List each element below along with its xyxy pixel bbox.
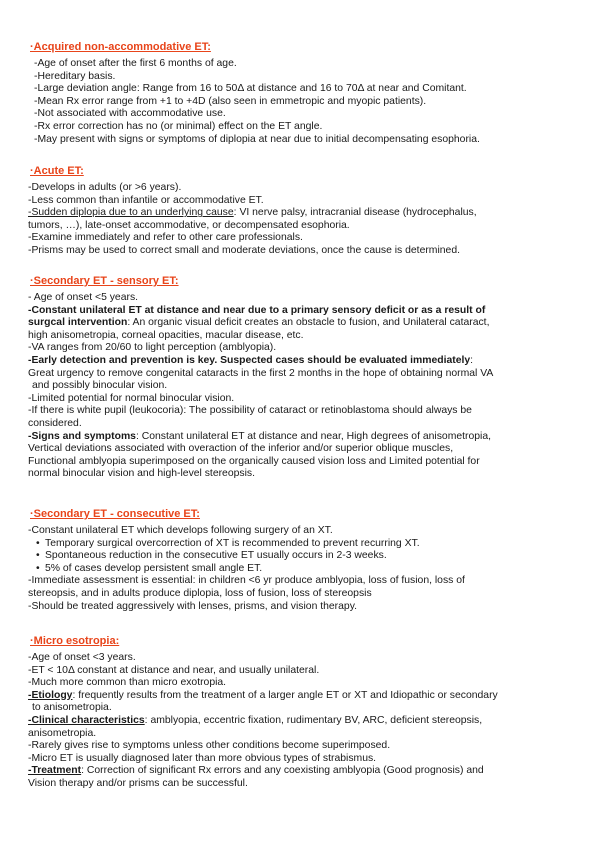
etiology-text: : frequently results from the treatment of a larger angle ET or XT and Idiopathic or secondary bbox=[72, 689, 498, 701]
section-heading: ·Secondary ET - sensory ET: bbox=[30, 275, 179, 287]
text-line: Functional amblyopia superimposed on the organically caused vision loss and Limited potential for bbox=[28, 455, 480, 467]
text-line bbox=[28, 317, 576, 330]
text-line: -Large deviation angle: Range from 16 to 50Δ at distance and 16 to 70Δ at near and Comitant. bbox=[34, 83, 467, 95]
text-line bbox=[28, 207, 576, 220]
text-line: considered. bbox=[28, 417, 82, 429]
text-line: -Constant unilateral ET which develops following surgery of an XT. bbox=[28, 525, 333, 536]
text-line: -If there is white pupil (leukocoria): The possibility of cataract or retinoblastoma should always be bbox=[28, 405, 472, 417]
cause-text: : VI nerve palsy, intracranial disease (hydrocephalus, bbox=[233, 207, 477, 219]
clinical-label: -Clinical characteristics bbox=[28, 714, 145, 726]
text-line bbox=[28, 305, 576, 318]
text-line: tumors, …), late-onset accommodative, or decompensated esophoria. bbox=[28, 219, 350, 231]
treatment-text: : Correction of significant Rx errors and any coexisting amblyopia (Good prognosis) and bbox=[81, 765, 484, 777]
text-line bbox=[28, 690, 576, 703]
text-line: -VA ranges from 20/60 to light perception (amblyopia). bbox=[28, 342, 277, 354]
text-line: -Limited potential for normal binocular vision. bbox=[28, 392, 235, 404]
text-line: -ET < 10Δ constant at distance and near, and usually unilateral. bbox=[28, 664, 320, 676]
section-secondary-et-consecutive bbox=[28, 507, 576, 613]
text-line: -Develops in adults (or >6 years). bbox=[28, 182, 182, 193]
text-line: -Rarely gives rise to symptoms unless other conditions become superimposed. bbox=[28, 740, 391, 752]
text-line: Great urgency to remove congenital cataracts in the first 2 months in the hope of obtaining normal VA bbox=[28, 367, 494, 379]
text-line: -Not associated with accommodative use. bbox=[34, 108, 226, 120]
early-text: : bbox=[470, 354, 474, 366]
text-line: Vision therapy and/or prisms can be successful. bbox=[28, 777, 248, 789]
signs-bold: -Signs and symptoms bbox=[28, 430, 136, 442]
early-bold: -Early detection and prevention is key. Suspected cases should be evaluated immediately bbox=[28, 354, 471, 366]
text-line: anisometropia. bbox=[28, 727, 97, 739]
section-heading: ·Acquired non-accommodative ET: bbox=[30, 41, 211, 53]
text-line: -Age of onset after the first 6 months of age. bbox=[34, 58, 237, 69]
text-line: high anisometropia, corneal opacities, macular disease, etc. bbox=[28, 329, 304, 341]
text-line: -Micro ET is usually diagnosed later than more obvious types of strabismus. bbox=[28, 752, 377, 764]
text-line: -Immediate assessment is essential: in children <6 yr produce amblyopia, loss of fusion, loss of bbox=[28, 575, 465, 587]
treatment-label: -Treatment bbox=[28, 765, 82, 777]
text-line: and possibly binocular vision. bbox=[32, 380, 168, 392]
text-line: to anisometropia. bbox=[32, 702, 112, 714]
section-acute-et bbox=[28, 164, 576, 258]
text-line: -Mean Rx error range from +1 to +4D (also seen in emmetropic and myopic patients). bbox=[34, 95, 427, 107]
text-line: stereopsis, and in adults produce diplopia, loss of fusion, loss of stereopsis bbox=[28, 587, 372, 599]
signs-text: : Constant unilateral ET at distance and near, High degrees of anisometropia, bbox=[135, 430, 492, 442]
text-line: -Hereditary basis. bbox=[34, 70, 116, 82]
section-heading: ·Acute ET: bbox=[30, 165, 84, 177]
text-line: -Less common than infantile or accommodative ET. bbox=[28, 194, 264, 206]
text-line: Vertical deviations associated with overaction of the inferior and/or superior oblique muscles, bbox=[28, 443, 454, 455]
section-heading: ·Secondary ET - consecutive ET: bbox=[30, 508, 200, 520]
text-line bbox=[28, 765, 576, 778]
clinical-text: : amblyopia, eccentric fixation, rudimentary BV, ARC, deficient stereopsis, bbox=[144, 714, 483, 726]
text-line: - Age of onset <5 years. bbox=[28, 292, 139, 303]
section-acquired-non-accommodative-et bbox=[28, 40, 576, 146]
constant-text: : An organic visual deficit creates an obstacle to fusion, and Unilateral cataract, bbox=[127, 317, 490, 329]
text-line: -May present with signs or symptoms of diplopia at near due to initial decompensating esophoria. bbox=[34, 133, 480, 145]
bullet-item: • 5% of cases develop persistent small angle ET. bbox=[28, 563, 576, 576]
section-micro-esotropia bbox=[28, 634, 576, 791]
text-line: -Examine immediately and refer to other care professionals. bbox=[28, 232, 303, 244]
text-line: -Prisms may be used to correct small and moderate deviations, once the cause is determined. bbox=[28, 244, 460, 256]
text-line: -Should be treated aggressively with lenses, prisms, and vision therapy. bbox=[28, 600, 358, 612]
text-line: -Much more common than micro exotropia. bbox=[28, 677, 227, 689]
text-line bbox=[28, 355, 576, 368]
section-secondary-et-sensory bbox=[28, 274, 576, 481]
constant-bold: -Constant unilateral ET at distance and near due to a primary sensory deficit or as a result of bbox=[28, 304, 486, 316]
text-line: normal binocular vision and high-level stereopsis. bbox=[28, 468, 255, 480]
section-heading: ·Micro esotropia: bbox=[30, 635, 120, 647]
bullet-item: • Temporary surgical overcorrection of XT is recommended to prevent recurring XT. bbox=[28, 538, 576, 551]
text-line bbox=[28, 715, 576, 728]
bullet-item: • Spontaneous reduction in the consecutive ET usually occurs in 2-3 weeks. bbox=[28, 550, 576, 563]
etiology-label: -Etiology bbox=[28, 689, 73, 701]
text-line: -Age of onset <3 years. bbox=[28, 652, 136, 663]
text-line bbox=[28, 431, 576, 444]
constant-bold: surgcal intervention bbox=[28, 317, 128, 329]
text-line: -Rx error correction has no (or minimal) effect on the ET angle. bbox=[34, 120, 323, 132]
cause-label: -Sudden diplopia due to an underlying cause bbox=[28, 207, 234, 219]
